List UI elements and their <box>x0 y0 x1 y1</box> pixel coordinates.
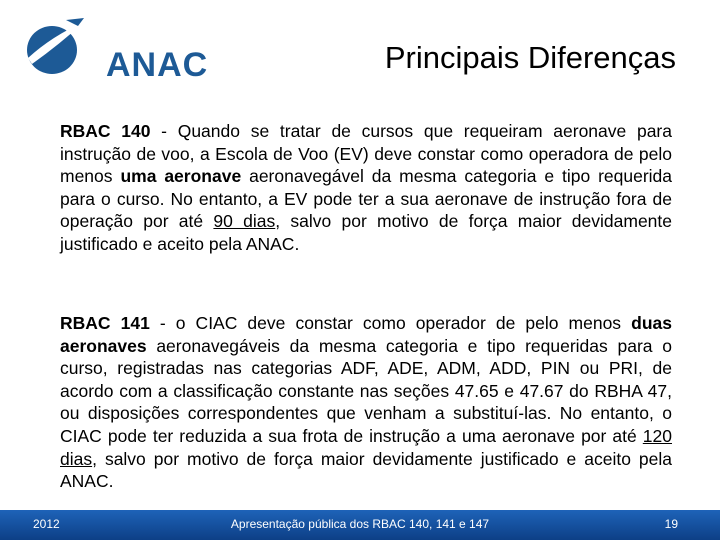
p2-text-b: aeronavegáveis da mesma categoria e tipo requeridas para o curso, registradas nas categorias ADF, ADE, ADM, ADD, PIN ou PRI, de acordo com a classificação constante nas seções 47.65 e 47.67 do RBHA 47, ou disposições correspondentes que venham a substituí-las. No entanto, o CIAC pode ter reduzida a sua frota de instrução a uma aeronave por até <box>60 335 672 446</box>
footer-caption: Apresentação pública dos RBAC 140, 141 e 147 <box>230 517 490 531</box>
footer-year: 2012 <box>33 517 60 531</box>
rbac-140-label: RBAC 140 <box>60 121 151 141</box>
p1-text-a: - Quando se tratar de cursos que requeiram aeronave para instrução de voo, a Escola de Voo (EV) deve constar como operadora de pelo menos <box>60 121 672 187</box>
p2-emphasis: duas aeronaves <box>60 313 672 356</box>
p2-text-a: - o CIAC deve constar como operador de pelo menos <box>149 313 632 333</box>
anac-logo <box>22 16 209 84</box>
p2-text-c: , salvo por motivo de força maior devidamente justificado e aceito pela ANAC. <box>60 448 672 492</box>
p1-emphasis: uma aeronave <box>120 166 242 187</box>
paragraph-rbac-141 <box>60 312 672 493</box>
paragraph-rbac-140 <box>60 120 672 256</box>
p1-text-b: aeronavegável da mesma categoria e tipo requerida para o curso. No entanto, a EV pode ter a sua aeronave de instrução fora de operação por até <box>60 166 673 232</box>
p1-text-c: , salvo por motivo de força maior devidamente justificado e aceito pela ANAC. <box>60 211 673 254</box>
page-number: 19 <box>664 517 678 531</box>
p1-underlined: 90 dias <box>213 211 276 232</box>
logo-text: ANAC <box>106 46 209 84</box>
rbac-141-label: RBAC 141 <box>60 313 150 333</box>
p2-underlined: 120 dias <box>60 425 672 469</box>
page-title: Principais Diferenças <box>384 40 676 75</box>
anac-emblem-icon <box>22 16 92 78</box>
footer-bar <box>0 510 720 540</box>
